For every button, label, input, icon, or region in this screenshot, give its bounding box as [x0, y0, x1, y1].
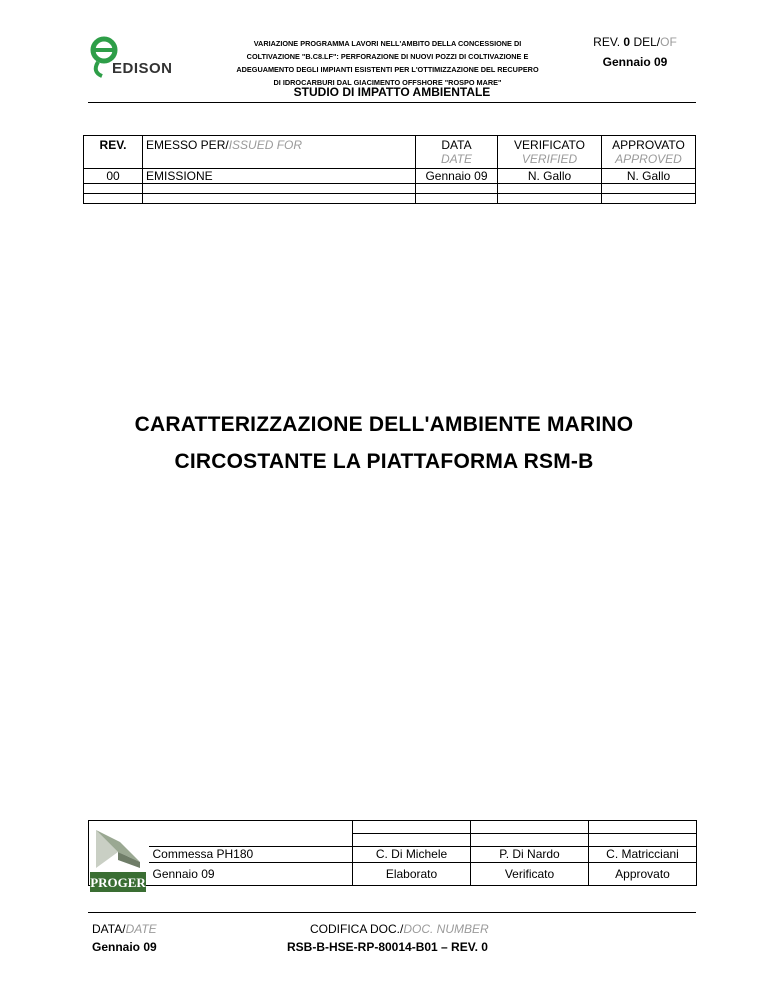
footer-date-label-en: DATE — [125, 922, 157, 936]
approved-label: Approvato — [589, 863, 697, 886]
verified-en: VERIFIED — [521, 152, 578, 166]
document-subtitle: STUDIO DI IMPATTO AMBIENTALE — [293, 85, 491, 99]
description-line: ADEGUAMENTO DEGLI IMPIANTI ESISTENTI PER L'OTTIMIZZAZIONE DEL RECUPERO — [236, 65, 539, 74]
table-row — [84, 169, 696, 184]
date-en: DATE — [440, 152, 473, 166]
rev-del: DEL/ — [633, 35, 661, 49]
row-approved: N. Gallo — [602, 169, 696, 184]
date-it: DATA — [441, 138, 472, 152]
revision-table — [83, 135, 696, 204]
approved-header — [602, 136, 696, 169]
approved-name: C. Matricciani — [589, 847, 697, 863]
footer-code-label-en: DOC. NUMBER — [403, 922, 489, 936]
header-divider — [88, 102, 696, 103]
document-title-line-2: CIRCOSTANTE LA PIATTAFORMA RSM-B — [174, 450, 594, 473]
edison-logo-text: EDISON — [112, 60, 173, 77]
approved-it: APPROVATO — [612, 138, 685, 152]
description-line: VARIAZIONE PROGRAMMA LAVORI NELL'AMBITO DELLA CONCESSIONE DI — [253, 39, 522, 48]
rev-header: REV. — [84, 136, 143, 169]
rev-of: OF — [660, 35, 677, 49]
description-line: COLTIVAZIONE "B.C8.LF": PERFORAZIONE DI NUOVI POZZI DI COLTIVAZIONE E — [246, 52, 529, 61]
rev-label: REV. — [593, 35, 621, 49]
revision-info — [580, 35, 690, 49]
table-row — [89, 863, 697, 886]
verified-header — [498, 136, 602, 169]
rev-number: 0 — [623, 35, 631, 49]
table-row — [89, 847, 697, 863]
document-code: RSB-B-HSE-RP-80014-B01 – REV. 0 — [287, 940, 488, 954]
verified-label: Verificato — [471, 863, 589, 886]
issued-for-header — [143, 136, 416, 169]
edison-logo — [88, 34, 188, 80]
table-row-empty — [84, 184, 696, 194]
footer-date-label-it: DATA/ — [92, 922, 126, 936]
prepared-label: Elaborato — [353, 863, 471, 886]
proger-logo-text: PROGER — [90, 875, 146, 890]
project-description — [205, 37, 570, 89]
row-date: Gennaio 09 — [416, 169, 498, 184]
revision-table-header — [84, 136, 696, 169]
issued-for-it: EMESSO PER/ — [146, 138, 229, 152]
issued-for-en: ISSUED FOR — [228, 138, 303, 152]
footer-divider — [88, 912, 696, 913]
header-date: Gennaio 09 — [602, 55, 668, 69]
document-title-line-1: CARATTERIZZAZIONE DELL'AMBIENTE MARINO — [134, 413, 634, 436]
proger-date: Gennaio 09 — [149, 863, 353, 886]
description-line: DI IDROCARBURI DAL GIACIMENTO OFFSHORE "ROSPO MARE" — [273, 78, 502, 87]
row-issued-for: EMISSIONE — [143, 169, 416, 184]
verified-it: VERIFICATO — [514, 138, 585, 152]
table-row-empty — [84, 194, 696, 204]
footer-date: Gennaio 09 — [92, 940, 157, 954]
row-rev: 00 — [84, 169, 143, 184]
proger-approval-table — [88, 820, 697, 886]
date-header — [416, 136, 498, 169]
footer-code-label-it: CODIFICA DOC./ — [310, 922, 404, 936]
footer-date-label — [92, 922, 157, 936]
row-verified: N. Gallo — [498, 169, 602, 184]
proger-logo — [90, 822, 146, 894]
approved-en: APPROVED — [615, 152, 682, 166]
table-row — [89, 821, 697, 834]
footer-code-label — [310, 922, 489, 936]
commessa: Commessa PH180 — [149, 847, 353, 863]
proger-roof-icon — [90, 822, 146, 894]
prepared-name: C. Di Michele — [353, 847, 471, 863]
verified-name: P. Di Nardo — [471, 847, 589, 863]
